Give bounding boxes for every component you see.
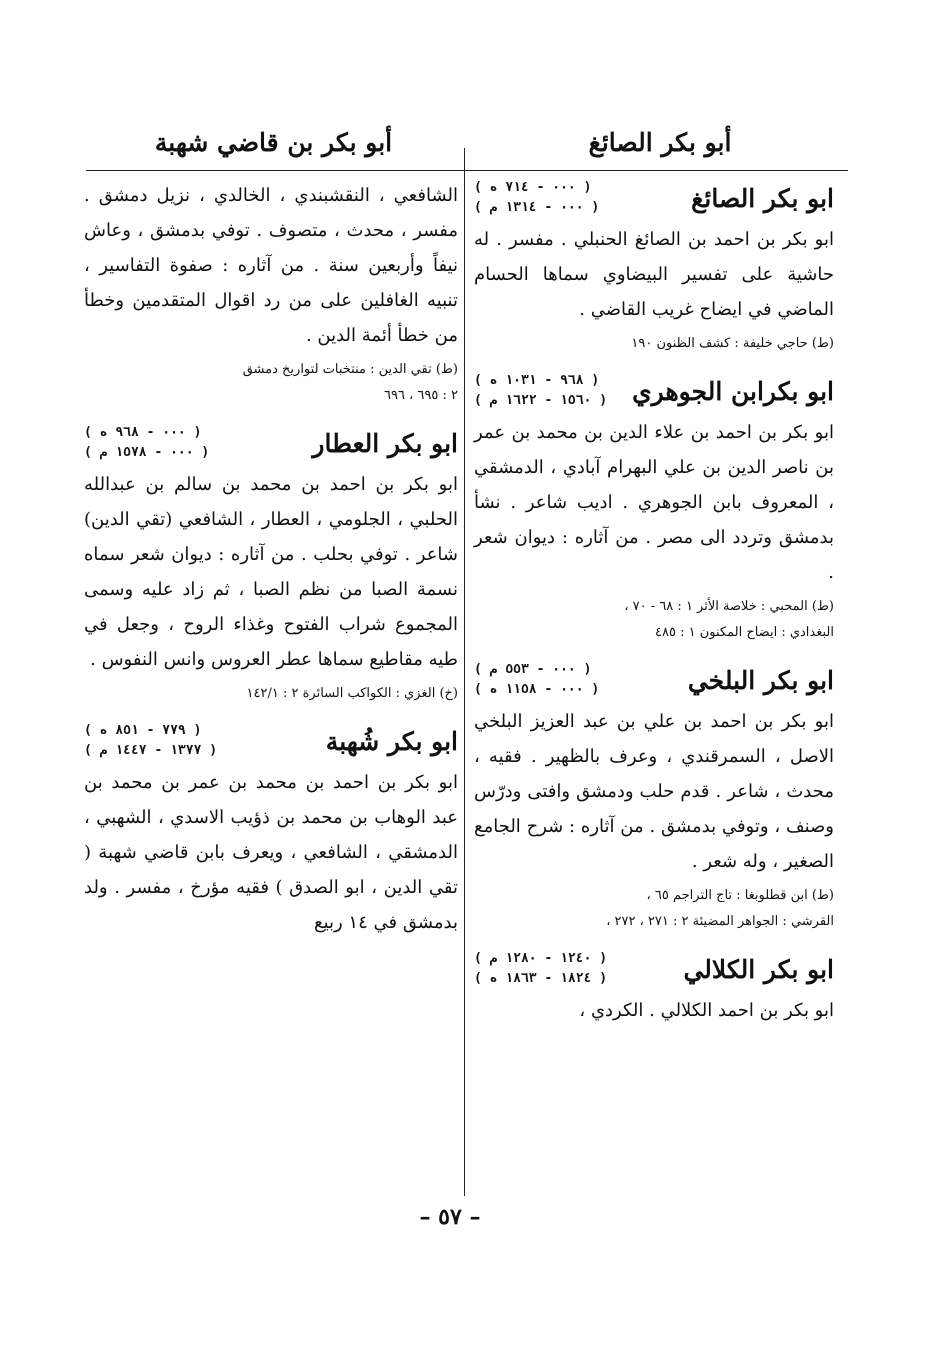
date-gregorian: ( ١٥٦٠ - ١٦٢٢ م ) [474,393,608,408]
header-rule [86,170,848,171]
entry-name: ابو بكر الصائغ [691,183,834,213]
page-number: – ٥٧ – [419,1204,481,1230]
entry [474,949,834,1028]
entry-head [474,178,834,218]
entry-head [474,371,834,411]
date-gregorian: ( ١٣٧٧ - ١٤٤٧ م ) [84,743,218,758]
reference-line: (ط) ابن قطلوبغا : تاج التراجم ٦٥ ، [646,888,834,903]
entry-name: ابو بكرابن الجوهري [632,376,834,406]
left-column [84,178,458,954]
entry-body: ابو بكر بن احمد بن الصائغ الحنبلي . مفسر . له حاشية على تفسير البيضاوي سماها الحسام الماضي في ايضاح غريب القاضي . [474,229,834,320]
date-hijri: ( ٧٧٩ - ٨٥١ ه ) [84,723,202,738]
entry-name: ابو بكر شُهبة [325,726,458,756]
date-gregorian: ( ٠٠٠ - ١٥٧٨ م ) [84,445,210,460]
entry-reference [474,883,834,935]
entry-name: ابو بكر العطار [312,428,458,458]
entry [84,423,458,707]
entry-dates [474,371,607,411]
entry-body: ابو بكر بن احمد الكلالي . الكردي ، [579,1000,834,1021]
entry-dates [474,949,607,989]
date-line-1: ( ١٢٤٠ - ١٢٨٠ م ) [474,951,608,966]
entry [84,721,458,940]
entry [474,371,834,646]
running-header-right: أبو بكر الصائغ [588,128,732,157]
entry-reference: (خ) الغزي : الكواكب السائرة ٢ : ١٤٢/١ [246,686,458,701]
date-line-2: ( ٠٠٠ - ١١٥٨ ه ) [474,682,600,697]
entry-body: الشافعي ، النقشبندي ، الخالدي ، نزيل دمشق . مفسر ، محدث ، متصوف . توفي بدمشق ، وعاش نيفاً وأربعين سنة . من آثاره : صفوة التفاسير ، تنبيه الغافلين على من رد اقوال المتقدمين وخطأ من خطأ أئمة الدين . [84,185,458,346]
entry-dates [474,660,599,700]
entry-body: ابو بكر بن احمد بن محمد بن عمر بن محمد بن عبد الوهاب بن محمد بن ذؤيب الاسدي ، الشهبي ، الدمشقي ، الشافعي ، ويعرف بابن قاضي شهبة ( تقي الدين ، ابو الصدق ) فقيه مؤرخ ، مفسر . ولد بدمشق في ١٤ ربيع [84,772,458,933]
entry-body: ابو بكر بن احمد بن علي بن عبد العزيز البلخي الاصل ، السمرقندي ، وعرف بالظهير . فقيه ، محدث ، شاعر . قدم حلب ودمشق وافتى ودرّس وصنف ، وتوفي بدمشق . من آثاره : شرح الجامع الصغير ، وله شعر . [474,711,834,872]
entry-head [84,423,458,463]
entry-reference: (ط) حاجي خليفة : كشف الظنون ١٩٠ [631,336,834,351]
date-hijri: ( ٩٦٨ - ١٠٣١ ه ) [474,373,600,388]
entry [474,178,834,357]
entry-head [84,721,458,761]
date-line-1: ( ٠٠٠ - ٥٥٣ م ) [474,662,592,677]
date-gregorian: ( ٠٠٠ - ١٣١٤ م ) [474,200,600,215]
entry-head [474,949,834,989]
reference-line: القرشي : الجواهر المضيئة ٢ : ٢٧١ ، ٢٧٢ ، [606,914,834,929]
entry-name: ابو بكر الكلالي [683,954,834,984]
entry-dates [84,721,217,761]
entry-reference [474,594,834,646]
date-line-2: ( ١٨٢٤ - ١٨٦٣ ه ) [474,971,608,986]
entry-dates [84,423,209,463]
date-hijri: ( ٠٠٠ - ٧١٤ ه ) [474,180,592,195]
reference-line: (ط) تقي الدين : منتخبات لتواريخ دمشق [242,362,458,377]
entry-name: ابو بكر البلخي [687,665,834,695]
running-header-left: أبو بكر بن قاضي شهبة [154,128,393,157]
right-column [474,178,834,1042]
entry-body: ابو بكر بن احمد بن محمد بن سالم بن عبدالله الحلبي ، الجلومي ، العطار ، الشافعي (تقي الدين) شاعر . توفي بحلب . من آثاره : ديوان شعر سماه نسمة الصبا من نظم الصبا ، ثم زاد عليه وسمى المجموع شراب الفتوح وغذاء الروح ، وجعل في طيه مقاطيع سماها عطر العروس وانس النفوس . [84,474,458,670]
entry [474,660,834,935]
date-hijri: ( ٠٠٠ - ٩٦٨ ه ) [84,425,202,440]
entry-body: ابو بكر بن احمد بن علاء الدين بن محمد بن عمر بن ناصر الدين بن علي البهرام آبادي ، الدمشقي ، المعروف بابن الجوهري . اديب شاعر . نشأ بدمشق وتردد الى مصر . من آثاره : ديوان شعر . [474,422,834,583]
reference-line: البغدادي : ايضاح المكنون ١ : ٤٨٥ [655,625,834,640]
reference-line: (ط) المحبي : خلاصة الأثر ١ : ٦٨ - ٧٠ ، [624,599,834,614]
entry-dates [474,178,599,218]
column-divider [464,148,465,1196]
entry-reference [84,357,458,409]
reference-line: ٢ : ٦٩٥ ، ٦٩٦ [383,388,458,403]
entry-head [474,660,834,700]
entry-continuation [84,178,458,409]
